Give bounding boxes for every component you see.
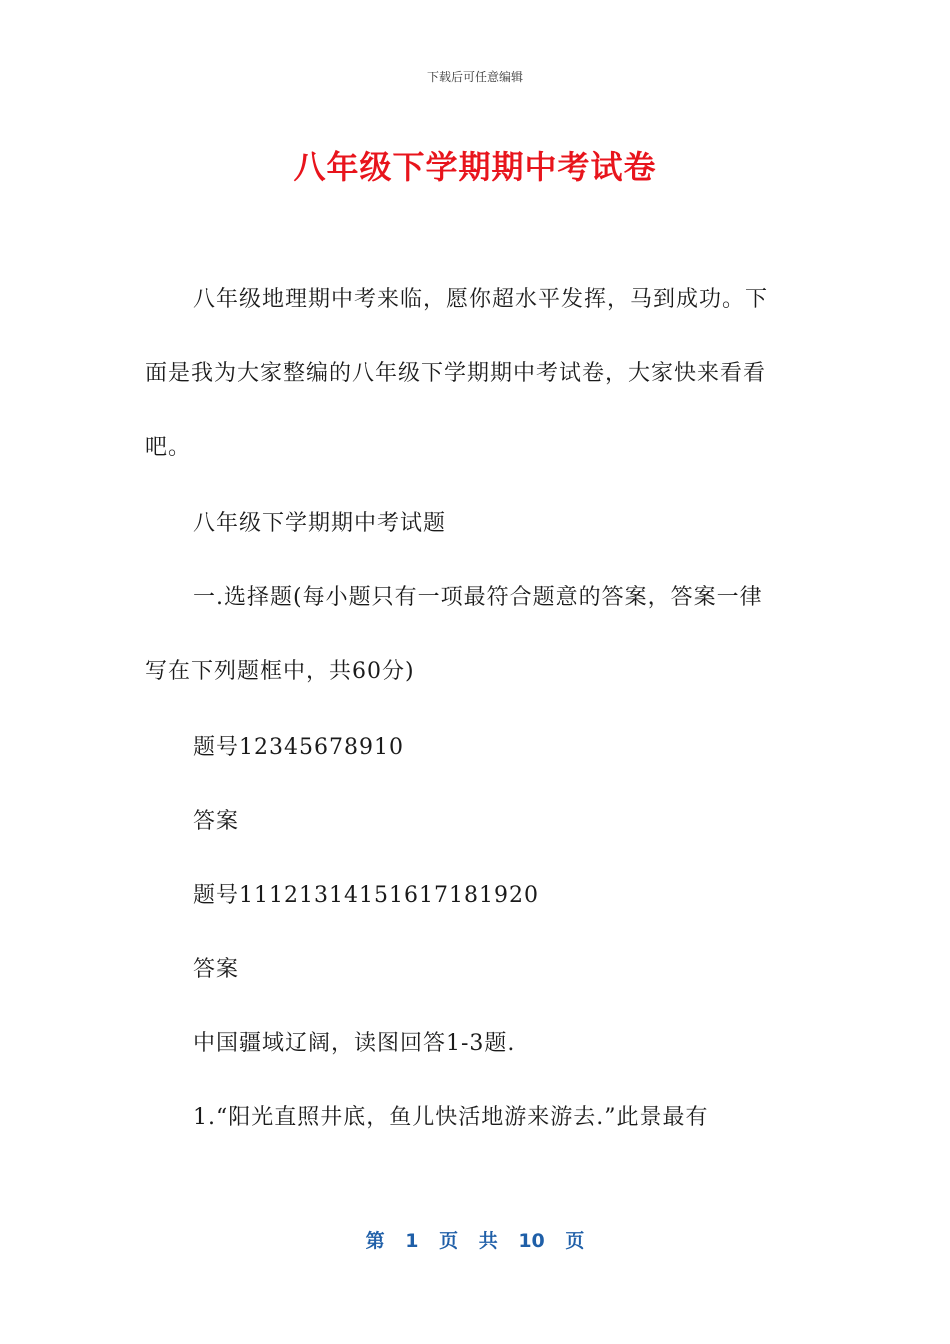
page-footer bbox=[0, 1226, 950, 1253]
footer-label-pages: 页 bbox=[565, 1230, 585, 1252]
document-title: 八年级下学期期中考试卷 bbox=[293, 148, 657, 186]
answer-grid-numbers-2: 题号11121314151617181920 bbox=[193, 883, 539, 908]
paragraph-line-intro-3: 吧。 bbox=[145, 435, 192, 460]
footer-label-page: 第 bbox=[365, 1230, 385, 1252]
answer-grid-answer-1: 答案 bbox=[193, 809, 240, 834]
question-group-intro: 中国疆域辽阔，读图回答1-3题. bbox=[193, 1031, 516, 1056]
paragraph-line-intro-2: 面是我为大家整编的八年级下学期期中考试卷，大家快来看看 bbox=[145, 361, 767, 386]
question-instructions-1: 一.选择题(每小题只有一项最符合题意的答案，答案一律 bbox=[193, 585, 763, 610]
section-heading: 八年级下学期期中考试题 bbox=[193, 511, 447, 536]
footer-label-of: 页 共 bbox=[439, 1230, 498, 1252]
question-instructions-2: 写在下列题框中，共60分) bbox=[145, 659, 415, 684]
question-1-text: 1.“阳光直照井底，鱼儿快活地游来游去.”此景最有 bbox=[193, 1105, 709, 1130]
answer-grid-numbers-1: 题号12345678910 bbox=[193, 735, 404, 760]
page-header-note: 下载后可任意编辑 bbox=[426, 70, 523, 84]
footer-total-pages: 10 bbox=[518, 1230, 545, 1252]
answer-grid-answer-2: 答案 bbox=[193, 957, 240, 982]
footer-current-page: 1 bbox=[405, 1230, 419, 1252]
paragraph-line-intro-1: 八年级地理期中考来临，愿你超水平发挥，马到成功。下 bbox=[193, 287, 769, 312]
